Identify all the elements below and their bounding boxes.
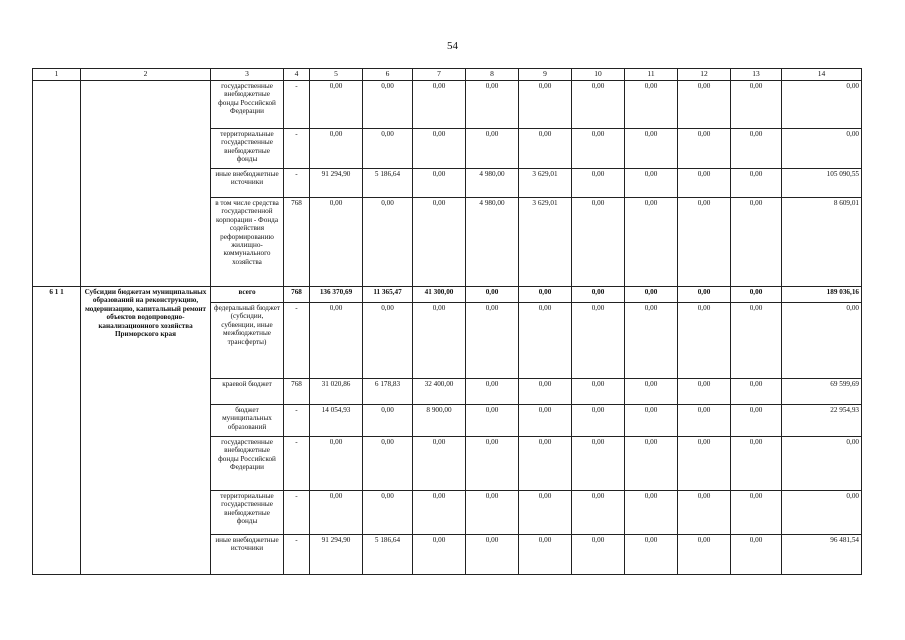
value-cell: 0,00 [625,287,678,303]
code-cell: - [284,535,310,575]
source-label: в том числе средства государственной корпорации - Фонда содействия реформированию жилищно-коммунального хозяйства [211,198,284,287]
value-cell: 0,00 [519,379,572,405]
column-header: 6 [363,69,413,81]
value-cell: 0,00 [678,379,731,405]
value-cell: 91 294,90 [310,169,363,198]
value-cell: 0,00 [519,405,572,437]
value-cell: 0,00 [310,129,363,169]
value-cell: 0,00 [625,169,678,198]
value-cell: 0,00 [413,437,466,491]
budget-table [32,68,862,575]
total-cell: 105 090,55 [782,169,862,198]
value-cell: 0,00 [731,405,782,437]
value-cell: 0,00 [678,81,731,129]
value-cell: 91 294,90 [310,535,363,575]
value-cell: 0,00 [363,437,413,491]
code-cell: 768 [284,198,310,287]
value-cell: 0,00 [413,491,466,535]
value-cell: 0,00 [466,491,519,535]
total-cell: 8 609,01 [782,198,862,287]
value-cell: 6 178,83 [363,379,413,405]
value-cell: 0,00 [363,405,413,437]
code-cell: - [284,405,310,437]
column-header: 1 [33,69,81,81]
value-cell: 3 629,01 [519,169,572,198]
value-cell: 0,00 [625,437,678,491]
value-cell: 136 370,69 [310,287,363,303]
value-cell: 0,00 [466,81,519,129]
value-cell: 0,00 [625,81,678,129]
source-label: территориальные государственные внебюджетные фонды [211,491,284,535]
code-cell: - [284,129,310,169]
value-cell: 0,00 [413,169,466,198]
value-cell: 5 186,64 [363,169,413,198]
total-cell: 0,00 [782,129,862,169]
source-label: государственные внебюджетные фонды Российской Федерации [211,81,284,129]
code-cell: - [284,81,310,129]
value-cell: 0,00 [310,491,363,535]
column-header: 3 [211,69,284,81]
value-cell: 0,00 [678,169,731,198]
table-row [33,81,862,129]
value-cell: 0,00 [625,491,678,535]
column-header: 2 [81,69,211,81]
column-header: 13 [731,69,782,81]
column-header: 11 [625,69,678,81]
value-cell: 32 400,00 [413,379,466,405]
value-cell: 0,00 [363,198,413,287]
value-cell: 0,00 [572,491,625,535]
value-cell: 0,00 [678,535,731,575]
value-cell: 0,00 [678,405,731,437]
value-cell: 0,00 [731,287,782,303]
value-cell: 0,00 [466,437,519,491]
value-cell: 0,00 [519,437,572,491]
value-cell: 0,00 [625,535,678,575]
source-label: федеральный бюджет (субсидии, субвенции, иные межбюджетные трансферты) [211,303,284,379]
column-header: 9 [519,69,572,81]
column-header: 8 [466,69,519,81]
value-cell: 3 629,01 [519,198,572,287]
value-cell: 0,00 [572,198,625,287]
value-cell: 0,00 [466,287,519,303]
total-cell: 69 599,69 [782,379,862,405]
value-cell: 0,00 [731,535,782,575]
total-cell: 0,00 [782,303,862,379]
value-cell: 0,00 [413,81,466,129]
value-cell: 0,00 [363,303,413,379]
value-cell: 0,00 [466,379,519,405]
value-cell: 0,00 [678,303,731,379]
value-cell: 4 980,00 [466,198,519,287]
value-cell: 0,00 [572,437,625,491]
value-cell: 0,00 [363,491,413,535]
code-cell: - [284,303,310,379]
column-number-row [33,69,862,81]
total-cell: 0,00 [782,437,862,491]
value-cell: 0,00 [572,379,625,405]
value-cell: 0,00 [519,129,572,169]
empty-cell [33,81,81,287]
code-cell: - [284,437,310,491]
value-cell: 0,00 [678,437,731,491]
value-cell: 0,00 [678,129,731,169]
total-cell: 0,00 [782,491,862,535]
item-name: Субсидии бюджетам муниципальных образований на реконструкцию, модернизацию, капитальный ремонт объектов водопроводно-канализационного хозяйства Приморского края [81,287,211,575]
value-cell: 0,00 [625,129,678,169]
code-cell: 768 [284,287,310,303]
value-cell: 0,00 [731,437,782,491]
value-cell: 0,00 [310,303,363,379]
column-header: 5 [310,69,363,81]
value-cell: 0,00 [625,198,678,287]
value-cell: 0,00 [731,129,782,169]
value-cell: 0,00 [310,198,363,287]
value-cell: 0,00 [519,303,572,379]
value-cell: 0,00 [466,535,519,575]
column-header: 12 [678,69,731,81]
value-cell: 0,00 [519,491,572,535]
column-header: 14 [782,69,862,81]
value-cell: 0,00 [466,405,519,437]
value-cell: 0,00 [363,81,413,129]
value-cell: 0,00 [625,379,678,405]
source-label: бюджет муниципальных образований [211,405,284,437]
source-label: краевой бюджет [211,379,284,405]
value-cell: 41 300,00 [413,287,466,303]
value-cell: 0,00 [731,198,782,287]
column-header: 4 [284,69,310,81]
value-cell: 0,00 [625,405,678,437]
source-label: государственные внебюджетные фонды Российской Федерации [211,437,284,491]
value-cell: 0,00 [678,198,731,287]
value-cell: 0,00 [572,169,625,198]
value-cell: 0,00 [413,129,466,169]
column-header: 7 [413,69,466,81]
total-cell: 0,00 [782,81,862,129]
code-cell: - [284,491,310,535]
value-cell: 0,00 [572,81,625,129]
value-cell: 0,00 [466,303,519,379]
value-cell: 0,00 [731,81,782,129]
value-cell: 0,00 [678,287,731,303]
value-cell: 0,00 [625,303,678,379]
value-cell: 0,00 [413,535,466,575]
value-cell: 0,00 [519,287,572,303]
table-row [33,287,862,303]
value-cell: 0,00 [572,405,625,437]
total-cell: 22 954,93 [782,405,862,437]
code-cell: - [284,169,310,198]
value-cell: 0,00 [731,303,782,379]
value-cell: 11 365,47 [363,287,413,303]
value-cell: 0,00 [519,535,572,575]
value-cell: 14 054,93 [310,405,363,437]
empty-cell [81,81,211,287]
source-label: территориальные государственные внебюджетные фонды [211,129,284,169]
source-label: иные внебюджетные источники [211,169,284,198]
value-cell: 0,00 [678,491,731,535]
value-cell: 5 186,64 [363,535,413,575]
value-cell: 0,00 [572,535,625,575]
value-cell: 0,00 [413,303,466,379]
total-cell: 189 036,16 [782,287,862,303]
source-label: всего [211,287,284,303]
value-cell: 0,00 [310,81,363,129]
value-cell: 8 900,00 [413,405,466,437]
value-cell: 0,00 [310,437,363,491]
page-number: 54 [447,40,458,52]
value-cell: 0,00 [572,287,625,303]
code-cell: 768 [284,379,310,405]
value-cell: 0,00 [731,491,782,535]
value-cell: 0,00 [363,129,413,169]
total-cell: 96 481,54 [782,535,862,575]
value-cell: 0,00 [572,303,625,379]
value-cell: 0,00 [731,169,782,198]
source-label: иные внебюджетные источники [211,535,284,575]
value-cell: 0,00 [466,129,519,169]
value-cell: 0,00 [572,129,625,169]
column-header: 10 [572,69,625,81]
value-cell: 0,00 [413,198,466,287]
value-cell: 31 020,86 [310,379,363,405]
value-cell: 4 980,00 [466,169,519,198]
value-cell: 0,00 [519,81,572,129]
item-number: 6 1 1 [33,287,81,575]
value-cell: 0,00 [731,379,782,405]
